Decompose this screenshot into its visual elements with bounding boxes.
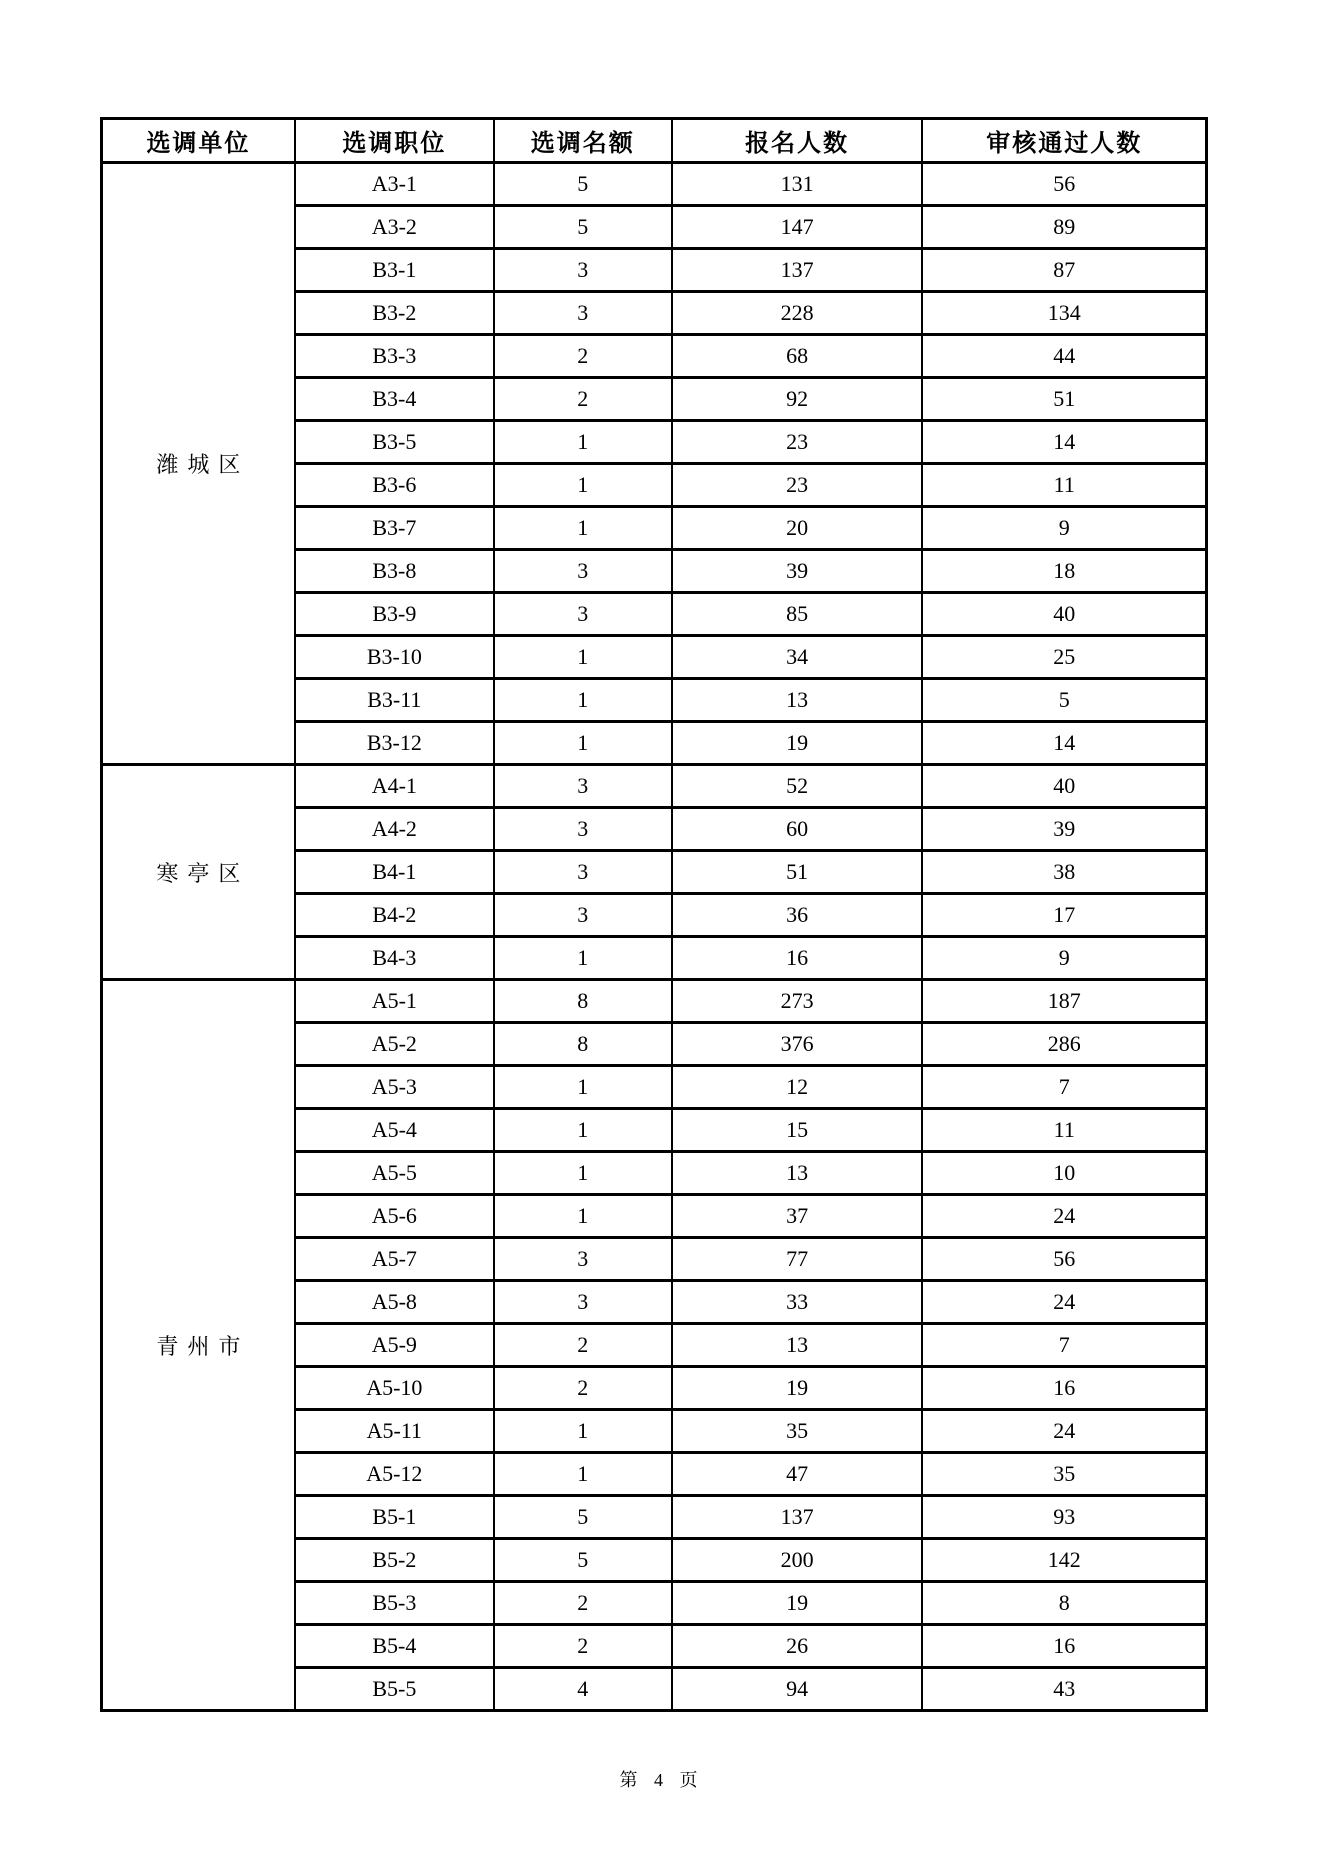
position-cell: B3-12 <box>295 722 494 765</box>
position-cell: B3-10 <box>295 636 494 679</box>
position-cell: A5-10 <box>295 1367 494 1410</box>
approved-cell: 56 <box>922 163 1206 206</box>
approved-cell: 87 <box>922 249 1206 292</box>
position-cell: B5-3 <box>295 1582 494 1625</box>
position-cell: A5-4 <box>295 1109 494 1152</box>
approved-cell: 187 <box>922 980 1206 1023</box>
quota-cell: 4 <box>494 1668 672 1711</box>
position-cell: A4-2 <box>295 808 494 851</box>
approved-cell: 40 <box>922 593 1206 636</box>
approved-cell: 51 <box>922 378 1206 421</box>
table-header-row <box>102 119 1207 163</box>
quota-cell: 2 <box>494 1582 672 1625</box>
position-cell: A5-6 <box>295 1195 494 1238</box>
applicants-cell: 92 <box>672 378 923 421</box>
quota-cell: 1 <box>494 722 672 765</box>
approved-cell: 17 <box>922 894 1206 937</box>
position-cell: A5-3 <box>295 1066 494 1109</box>
applicants-cell: 137 <box>672 249 923 292</box>
applicants-cell: 23 <box>672 421 923 464</box>
position-cell: B4-3 <box>295 937 494 980</box>
applicants-cell: 85 <box>672 593 923 636</box>
approved-cell: 11 <box>922 1109 1206 1152</box>
applicants-cell: 12 <box>672 1066 923 1109</box>
approved-cell: 93 <box>922 1496 1206 1539</box>
approved-cell: 24 <box>922 1410 1206 1453</box>
approved-cell: 9 <box>922 507 1206 550</box>
applicants-cell: 39 <box>672 550 923 593</box>
approved-cell: 38 <box>922 851 1206 894</box>
quota-cell: 1 <box>494 1109 672 1152</box>
position-cell: A5-8 <box>295 1281 494 1324</box>
table-row <box>102 980 1207 1023</box>
quota-cell: 2 <box>494 1324 672 1367</box>
quota-cell: 1 <box>494 937 672 980</box>
position-cell: A5-11 <box>295 1410 494 1453</box>
applicants-cell: 147 <box>672 206 923 249</box>
quota-cell: 1 <box>494 636 672 679</box>
approved-cell: 10 <box>922 1152 1206 1195</box>
applicants-cell: 68 <box>672 335 923 378</box>
quota-cell: 3 <box>494 1281 672 1324</box>
applicants-cell: 60 <box>672 808 923 851</box>
applicants-cell: 19 <box>672 1367 923 1410</box>
approved-cell: 7 <box>922 1066 1206 1109</box>
approved-cell: 16 <box>922 1625 1206 1668</box>
position-cell: B3-2 <box>295 292 494 335</box>
applicants-cell: 13 <box>672 1324 923 1367</box>
position-cell: B3-1 <box>295 249 494 292</box>
applicants-cell: 37 <box>672 1195 923 1238</box>
approved-cell: 24 <box>922 1195 1206 1238</box>
quota-cell: 1 <box>494 1410 672 1453</box>
quota-cell: 1 <box>494 1453 672 1496</box>
position-cell: B3-11 <box>295 679 494 722</box>
column-header-approved: 审核通过人数 <box>922 119 1206 163</box>
position-cell: B3-4 <box>295 378 494 421</box>
quota-cell: 3 <box>494 593 672 636</box>
position-cell: B4-2 <box>295 894 494 937</box>
applicants-cell: 34 <box>672 636 923 679</box>
position-cell: B3-7 <box>295 507 494 550</box>
quota-cell: 2 <box>494 1367 672 1410</box>
quota-cell: 3 <box>494 851 672 894</box>
applicants-cell: 77 <box>672 1238 923 1281</box>
column-header-quota: 选调名额 <box>494 119 672 163</box>
quota-cell: 2 <box>494 335 672 378</box>
approved-cell: 89 <box>922 206 1206 249</box>
approved-cell: 16 <box>922 1367 1206 1410</box>
approved-cell: 44 <box>922 335 1206 378</box>
approved-cell: 5 <box>922 679 1206 722</box>
quota-cell: 8 <box>494 1023 672 1066</box>
applicants-cell: 15 <box>672 1109 923 1152</box>
approved-cell: 39 <box>922 808 1206 851</box>
approved-cell: 40 <box>922 765 1206 808</box>
table-row <box>102 765 1207 808</box>
position-cell: B3-5 <box>295 421 494 464</box>
position-cell: B3-6 <box>295 464 494 507</box>
approved-cell: 9 <box>922 937 1206 980</box>
position-cell: B3-9 <box>295 593 494 636</box>
quota-cell: 1 <box>494 1195 672 1238</box>
position-cell: A5-12 <box>295 1453 494 1496</box>
position-cell: A5-9 <box>295 1324 494 1367</box>
page-number-footer: 第 4 页 <box>619 1770 704 1790</box>
approved-cell: 25 <box>922 636 1206 679</box>
table-row <box>102 163 1207 206</box>
quota-cell: 3 <box>494 550 672 593</box>
quota-cell: 5 <box>494 206 672 249</box>
approved-cell: 56 <box>922 1238 1206 1281</box>
approved-cell: 43 <box>922 1668 1206 1711</box>
quota-cell: 1 <box>494 1152 672 1195</box>
position-cell: B4-1 <box>295 851 494 894</box>
position-cell: B3-8 <box>295 550 494 593</box>
quota-cell: 1 <box>494 1066 672 1109</box>
applicants-cell: 26 <box>672 1625 923 1668</box>
position-cell: A3-2 <box>295 206 494 249</box>
quota-cell: 3 <box>494 249 672 292</box>
quota-cell: 1 <box>494 421 672 464</box>
approved-cell: 134 <box>922 292 1206 335</box>
position-cell: A5-1 <box>295 980 494 1023</box>
approved-cell: 35 <box>922 1453 1206 1496</box>
recruitment-table <box>100 117 1208 1712</box>
position-cell: B5-4 <box>295 1625 494 1668</box>
quota-cell: 3 <box>494 894 672 937</box>
column-header-position: 选调职位 <box>295 119 494 163</box>
applicants-cell: 13 <box>672 679 923 722</box>
applicants-cell: 33 <box>672 1281 923 1324</box>
approved-cell: 24 <box>922 1281 1206 1324</box>
position-cell: A5-5 <box>295 1152 494 1195</box>
quota-cell: 1 <box>494 679 672 722</box>
column-header-unit: 选调单位 <box>102 119 295 163</box>
applicants-cell: 94 <box>672 1668 923 1711</box>
applicants-cell: 35 <box>672 1410 923 1453</box>
quota-cell: 5 <box>494 1496 672 1539</box>
position-cell: A5-7 <box>295 1238 494 1281</box>
applicants-cell: 131 <box>672 163 923 206</box>
quota-cell: 1 <box>494 507 672 550</box>
approved-cell: 14 <box>922 722 1206 765</box>
unit-cell: 潍城区 <box>102 163 295 765</box>
position-cell: B5-5 <box>295 1668 494 1711</box>
approved-cell: 14 <box>922 421 1206 464</box>
applicants-cell: 36 <box>672 894 923 937</box>
unit-cell: 寒亭区 <box>102 765 295 980</box>
applicants-cell: 23 <box>672 464 923 507</box>
applicants-cell: 16 <box>672 937 923 980</box>
position-cell: A4-1 <box>295 765 494 808</box>
applicants-cell: 273 <box>672 980 923 1023</box>
column-header-applicants: 报名人数 <box>672 119 923 163</box>
applicants-cell: 228 <box>672 292 923 335</box>
applicants-cell: 13 <box>672 1152 923 1195</box>
quota-cell: 5 <box>494 163 672 206</box>
position-cell: B3-3 <box>295 335 494 378</box>
applicants-cell: 137 <box>672 1496 923 1539</box>
approved-cell: 11 <box>922 464 1206 507</box>
quota-cell: 3 <box>494 292 672 335</box>
applicants-cell: 200 <box>672 1539 923 1582</box>
applicants-cell: 19 <box>672 722 923 765</box>
approved-cell: 7 <box>922 1324 1206 1367</box>
applicants-cell: 376 <box>672 1023 923 1066</box>
quota-cell: 3 <box>494 1238 672 1281</box>
approved-cell: 8 <box>922 1582 1206 1625</box>
quota-cell: 3 <box>494 765 672 808</box>
quota-cell: 1 <box>494 464 672 507</box>
quota-cell: 5 <box>494 1539 672 1582</box>
applicants-cell: 51 <box>672 851 923 894</box>
approved-cell: 142 <box>922 1539 1206 1582</box>
position-cell: A3-1 <box>295 163 494 206</box>
quota-cell: 8 <box>494 980 672 1023</box>
table-body <box>102 163 1207 1711</box>
approved-cell: 286 <box>922 1023 1206 1066</box>
quota-cell: 2 <box>494 378 672 421</box>
position-cell: B5-2 <box>295 1539 494 1582</box>
applicants-cell: 47 <box>672 1453 923 1496</box>
quota-cell: 2 <box>494 1625 672 1668</box>
approved-cell: 18 <box>922 550 1206 593</box>
position-cell: B5-1 <box>295 1496 494 1539</box>
position-cell: A5-2 <box>295 1023 494 1066</box>
applicants-cell: 19 <box>672 1582 923 1625</box>
quota-cell: 3 <box>494 808 672 851</box>
applicants-cell: 52 <box>672 765 923 808</box>
unit-cell: 青州市 <box>102 980 295 1711</box>
applicants-cell: 20 <box>672 507 923 550</box>
